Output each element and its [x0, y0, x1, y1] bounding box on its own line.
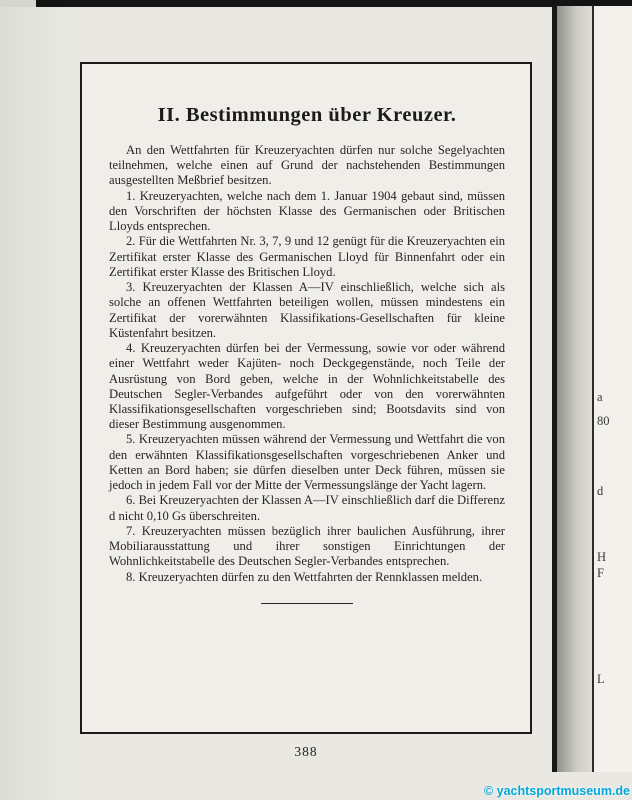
edge-fragment: L [597, 672, 605, 686]
page-left-shading [0, 0, 70, 800]
rule-paragraph-2: 2. Für die Wettfahrten Nr. 3, 7, 9 und 12 genügt für die Kreuzeryachten ein Zertifikat erster Klasse des Germanischen Lloyd für Binnenfahrt oder ein Zertifikat erster Klasse des Britischen Lloyd. [109, 234, 505, 279]
intro-paragraph: An den Wettfahrten für Kreuzeryachten dürfen nur solche Segelyachten teilnehmen, welche einen auf Grund der nachstehenden Bestimmungen ausgestellten Meßbrief besitzen. [109, 143, 505, 188]
rule-paragraph-4: 4. Kreuzeryachten dürfen bei der Vermessung, sowie vor oder während einer Wettfahrt weder Kajüten- noch Deckgegenstände, noch Teile der Ausrüstung von Bord geben, welche in der Wohnlichkeitstabelle des Deutschen Segler-Verbandes aufgeführt oder von den vorerwähnten Klassifikationsgesellschaften vorgeschrieben sind; Bootsdavits sind von dieser Bestimmung ausgenommen. [109, 341, 505, 432]
text-block [82, 64, 530, 604]
rule-paragraph-5: 5. Kreuzeryachten müssen während der Vermessung und Wettfahrt die von den erwähnten Klassifikationsgesellschaften vorgeschriebenen Anker und Ketten an Bord haben; sie dürfen dieselben unter Deck führen, müssen sie jedoch in jedem Fall vor der Mitte der Vermessungslänge der Yacht lagern. [109, 432, 505, 493]
edge-fragment: 80 [597, 414, 610, 428]
footnote-divider-rule [261, 603, 353, 604]
watermark: © yachtsportmuseum.de [483, 784, 630, 798]
book-gutter-shadow [557, 6, 592, 772]
page-number: 388 [294, 744, 318, 759]
rule-paragraph-6: 6. Bei Kreuzeryachten der Klassen A—IV einschließlich darf die Differenz d nicht 0,10 Gs überschreiten. [109, 493, 505, 523]
scan-top-edge [0, 0, 632, 7]
rule-paragraph-8: 8. Kreuzeryachten dürfen zu den Wettfahrten der Rennklassen melden. [126, 569, 483, 584]
edge-fragment: H [597, 550, 607, 564]
rule-paragraph-7: 7. Kreuzeryachten müssen bezüglich ihrer baulichen Ausführung, ihrer Mobiliarausstattung und ihrer sonstigen Einrichtungen der Wohnlichkeitstabelle des Deutschen Segler-Verbandes entsprechen. [109, 523, 505, 569]
section-title: II. Bestimmungen über Kreuzer. [157, 104, 457, 126]
text-frame [80, 62, 532, 734]
edge-fragment: F [597, 566, 604, 580]
adjacent-page-sliver [594, 6, 632, 772]
scan-top-edge-gap [0, 0, 36, 7]
edge-fragment: a [597, 390, 603, 404]
rule-paragraph-1: 1. Kreuzeryachten, welche nach dem 1. Januar 1904 gebaut sind, müssen den Vorschriften der höchsten Klasse des Germanischen oder Britischen Lloyds entsprechen. [109, 188, 505, 234]
rule-paragraph-3: 3. Kreuzeryachten der Klassen A—IV einschließlich, welche sich als solche an offenen Wettfahrten beteiligen wollen, müssen mindestens ein Zertifikat der vorerwähnten Klassifikations-Gesellschaften für kleine Küstenfahrt besitzen. [109, 280, 505, 340]
edge-fragment: d [597, 484, 604, 498]
